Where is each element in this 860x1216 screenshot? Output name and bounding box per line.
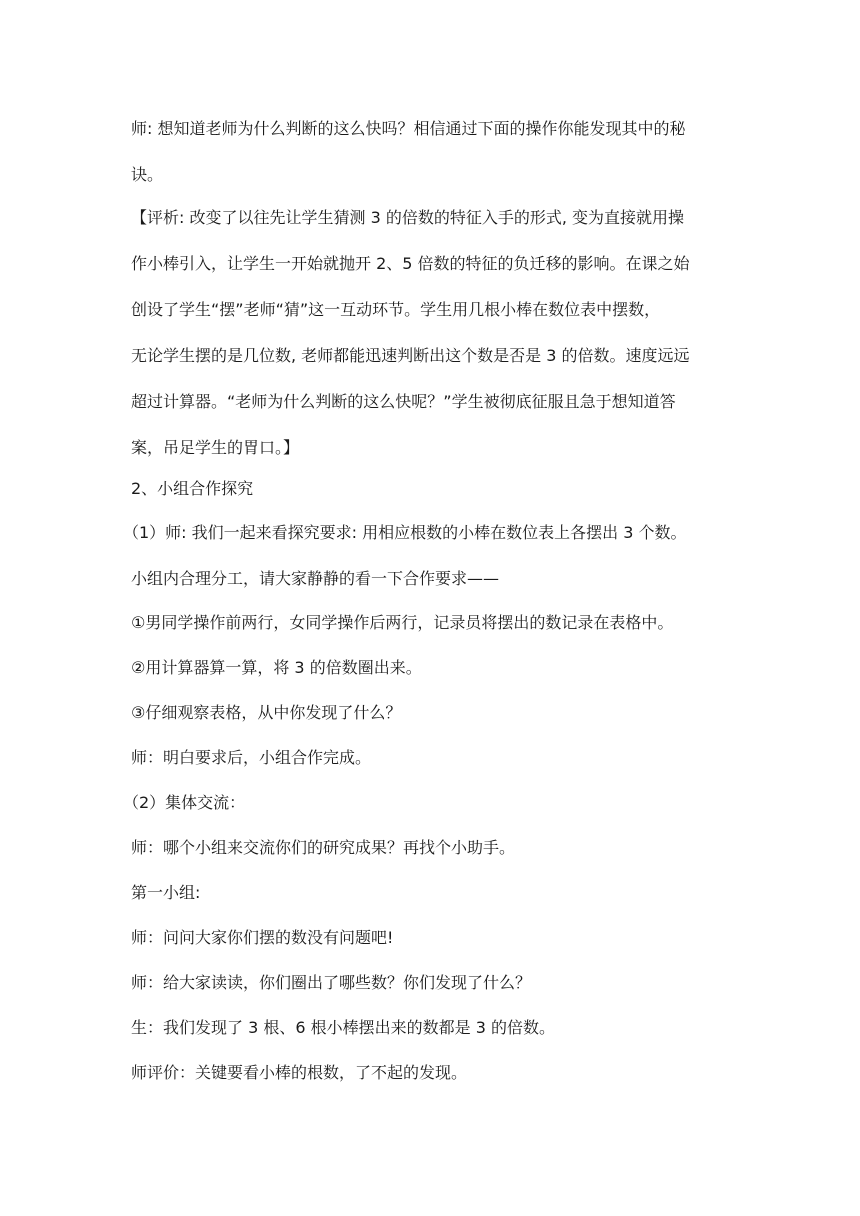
paragraph-teacher xyxy=(131,825,741,871)
paragraph-teacher xyxy=(131,960,741,1006)
text-line: 师：问问大家你们摆的数没有问题吧! xyxy=(131,928,394,947)
text-line: 生：我们发现了 3 根、6 根小棒摆出来的数都是 3 的倍数。 xyxy=(131,1018,555,1037)
list-item-3 xyxy=(131,690,741,736)
paragraph-teacher xyxy=(131,915,741,961)
text-line: 小组内合理分工，请大家静静的看一下合作要求—— xyxy=(131,569,500,588)
text-line: ③仔细观察表格，从中你发现了什么？ xyxy=(131,703,402,722)
list-item-2 xyxy=(131,645,741,691)
text-line: 师：哪个小组来交流你们的研究成果？再找个小助手。 xyxy=(131,838,516,857)
paragraph-requirements xyxy=(123,510,733,602)
text-line: 无论学生摆的是几位数, 老师都能迅速判断出这个数是否是 3 的倍数。速度远远 xyxy=(131,346,690,365)
paragraph-group xyxy=(131,870,741,916)
text-line: 创设了学生“摆”老师“猜”这一互动环节。学生用几根小棒在数位表中摆数， xyxy=(131,300,661,319)
text-line: （1）师: 我们一起来看探究要求: 用相应根数的小棒在数位表上各摆出 3 个数。 xyxy=(123,523,687,542)
paragraph-teacher-evaluation xyxy=(131,1050,741,1096)
paragraph-student xyxy=(131,1005,741,1051)
section-heading xyxy=(131,466,741,512)
text-line: 2、小组合作探究 xyxy=(131,479,254,498)
text-line: 师评价：关键要看小棒的根数，了不起的发现。 xyxy=(131,1063,468,1082)
text-line: 超过计算器。“老师为什么判断的这么快呢？”学生被彻底征服且急于想知道答 xyxy=(131,392,676,411)
paragraph-teacher-question xyxy=(131,106,741,198)
text-line: ①男同学操作前两行，女同学操作后两行，记录员将摆出的数记录在表格中。 xyxy=(131,613,674,632)
paragraph-teacher xyxy=(131,735,741,781)
text-line: 诀。 xyxy=(131,165,164,184)
subsection-heading xyxy=(123,780,733,826)
list-item-1 xyxy=(131,600,741,646)
text-line: （2）集体交流： xyxy=(123,793,246,812)
paragraph-commentary xyxy=(131,195,741,471)
text-line: 师: 想知道老师为什么判断的这么快吗？相信通过下面的操作你能发现其中的秘 xyxy=(131,119,686,138)
text-line: 师：明白要求后，小组合作完成。 xyxy=(131,748,372,767)
text-line: 案，吊足学生的胃口。】 xyxy=(131,438,300,457)
text-line: 师：给大家读读，你们圈出了哪些数？你们发现了什么？ xyxy=(131,973,532,992)
text-line: 第一小组: xyxy=(131,883,201,902)
text-line: 作小棒引入，让学生一开始就抛开 2、5 倍数的特征的负迁移的影响。在课之始 xyxy=(131,254,690,273)
text-line: 【评析: 改变了以往先让学生猜测 3 的倍数的特征入手的形式, 变为直接就用操 xyxy=(131,208,685,227)
text-line: ②用计算器算一算，将 3 的倍数圈出来。 xyxy=(131,658,422,677)
